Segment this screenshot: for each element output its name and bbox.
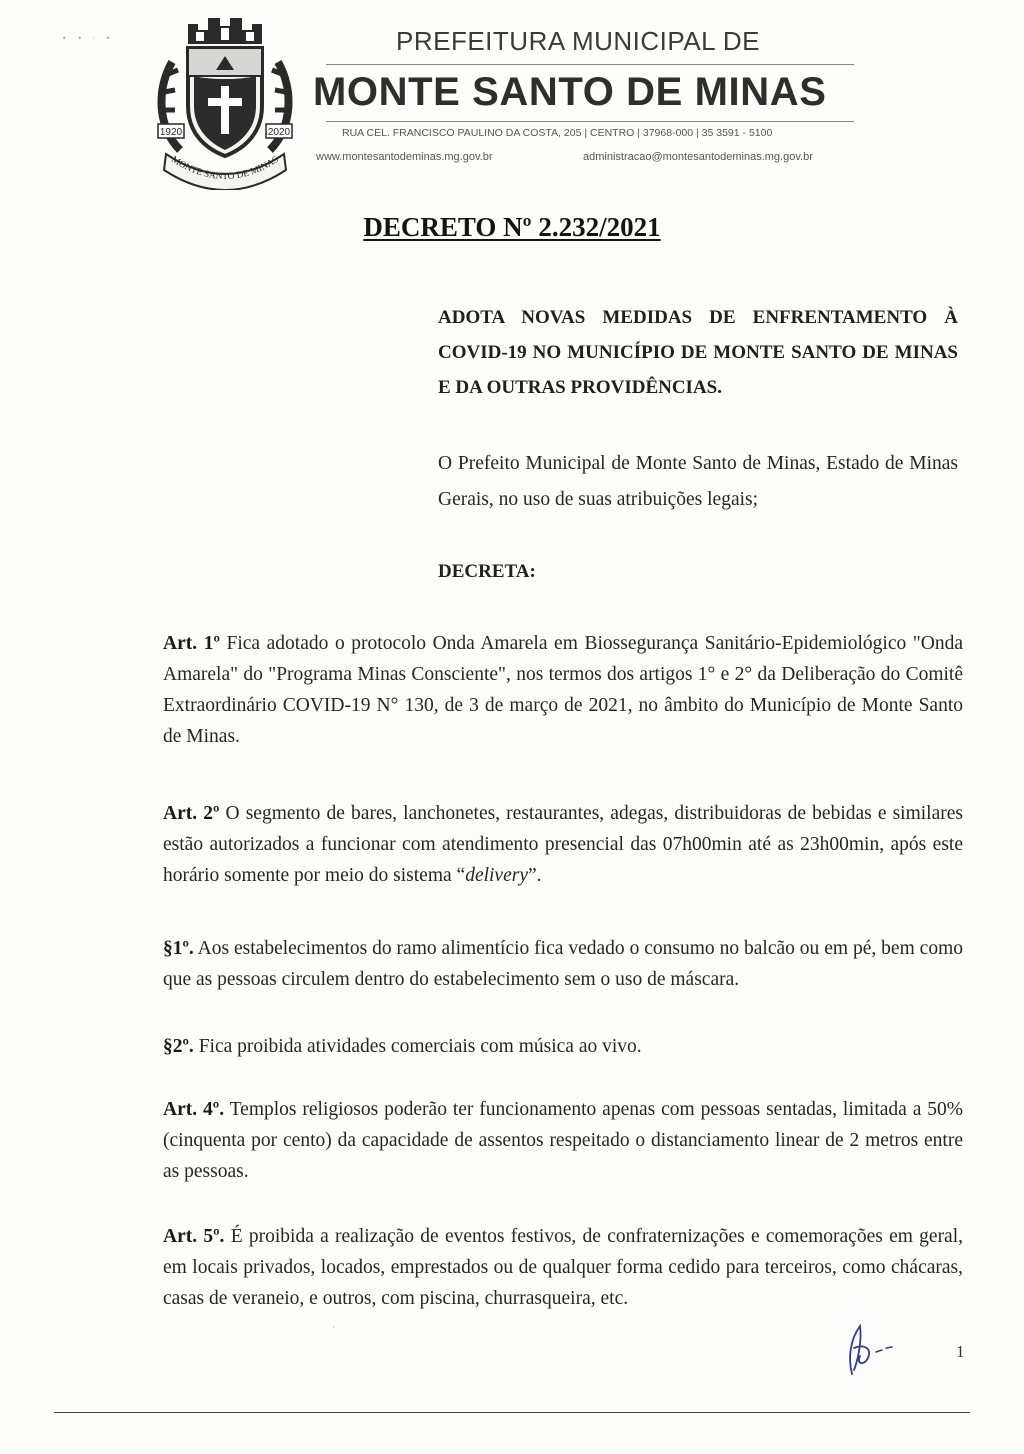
- letterhead-title-line2: MONTE SANTO DE MINAS: [313, 70, 827, 114]
- page-bottom-edge: [54, 1412, 970, 1413]
- crest-year-left: 1920: [159, 127, 183, 138]
- article-text: Templos religiosos poderão ter funcionamento apenas com pessoas sentadas, limitada a 50% (cinquenta por cento) da capacidade de assentos respeitado o distanciamento linear de 2 metros entre as pessoas.: [163, 1099, 964, 1182]
- article-5: [163, 1221, 963, 1314]
- letterhead-address: RUA CEL. FRANCISCO PAULINO DA COSTA, 205 | CENTRO | 37968-000 | 35 3591 - 5100: [342, 127, 773, 139]
- page-number: 1: [956, 1342, 965, 1361]
- article-text: O segmento de bares, lanchonetes, restaurantes, adegas, distribuidoras de bebidas e similares estão autorizados a funcionar com atendimento presencial das 07h00min até as 23h00min, após este horário somente por meio do sistema “: [163, 803, 963, 886]
- paragraph-2: [163, 1031, 963, 1062]
- scan-artifact: ·: [332, 1323, 335, 1333]
- paragraph-text: Aos estabelecimentos do ramo alimentício fica vedado o consumo no balcão ou em pé, bem como que as pessoas circulem dentro do estabelecimento sem o uso de máscara.: [163, 938, 963, 990]
- article-label: Art. 5º.: [163, 1226, 225, 1247]
- letterhead-divider: [326, 121, 854, 122]
- municipal-crest-icon: [150, 10, 300, 190]
- article-text: É proibida a realização de eventos festivos, de confraternizações e comemorações em geral, em locais privados, locados, emprestados ou de qualquer forma cedido para terceiros, como chácaras, casas de veraneio, e outros, com piscina, churrasqueira, etc.: [163, 1226, 964, 1309]
- article-label: Art. 1º: [163, 633, 220, 654]
- decree-title: DECRETO Nº 2.232/2021: [363, 212, 661, 242]
- decreta-heading: DECRETA:: [438, 561, 536, 582]
- paragraph-1: [163, 933, 963, 995]
- article-4: [163, 1094, 963, 1187]
- article-text: ”.: [527, 865, 542, 886]
- article-label: Art. 4º.: [163, 1099, 225, 1120]
- signature-initials-icon: [838, 1318, 918, 1378]
- article-label: Art. 2º: [163, 803, 220, 824]
- scan-artifact: • • · •: [62, 34, 115, 43]
- letterhead-title-line1: PREFEITURA MUNICIPAL DE: [396, 26, 760, 56]
- crest-year-right: 2020: [267, 127, 291, 138]
- article-italic-term: delivery: [465, 865, 528, 886]
- letterhead-website: www.montesantodeminas.mg.gov.br: [316, 151, 493, 163]
- decree-preamble: O Prefeito Municipal de Monte Santo de Minas, Estado de Minas Gerais, no uso de suas atribuições legais;: [438, 453, 958, 510]
- letterhead-email: administracao@montesantodeminas.mg.gov.br: [583, 151, 813, 163]
- paragraph-label: §1º.: [163, 938, 194, 959]
- decree-ementa: ADOTA NOVAS MEDIDAS DE ENFRENTAMENTO À COVID-19 NO MUNICÍPIO DE MONTE SANTO DE MINAS E DA OUTRAS PROVIDÊNCIAS.: [438, 307, 958, 398]
- article-2: [163, 798, 963, 891]
- article-1: [163, 628, 963, 752]
- paragraph-text: Fica proibida atividades comerciais com música ao vivo.: [193, 1036, 642, 1057]
- crest-ribbon-text: MONTE SANTO DE MINAS: [169, 154, 281, 183]
- paragraph-label: §2º.: [163, 1036, 194, 1057]
- letterhead-divider: [326, 64, 854, 65]
- article-text: Fica adotado o protocolo Onda Amarela em Biossegurança Sanitário-Epidemiológico "Onda Amarela" do "Programa Minas Consciente", nos termos dos artigos 1° e 2° da Deliberação do Comitê Extraordinário COVID-19 N° 130, de 3 de março de 2021, no âmbito do Município de Monte Santo de Minas.: [163, 633, 964, 747]
